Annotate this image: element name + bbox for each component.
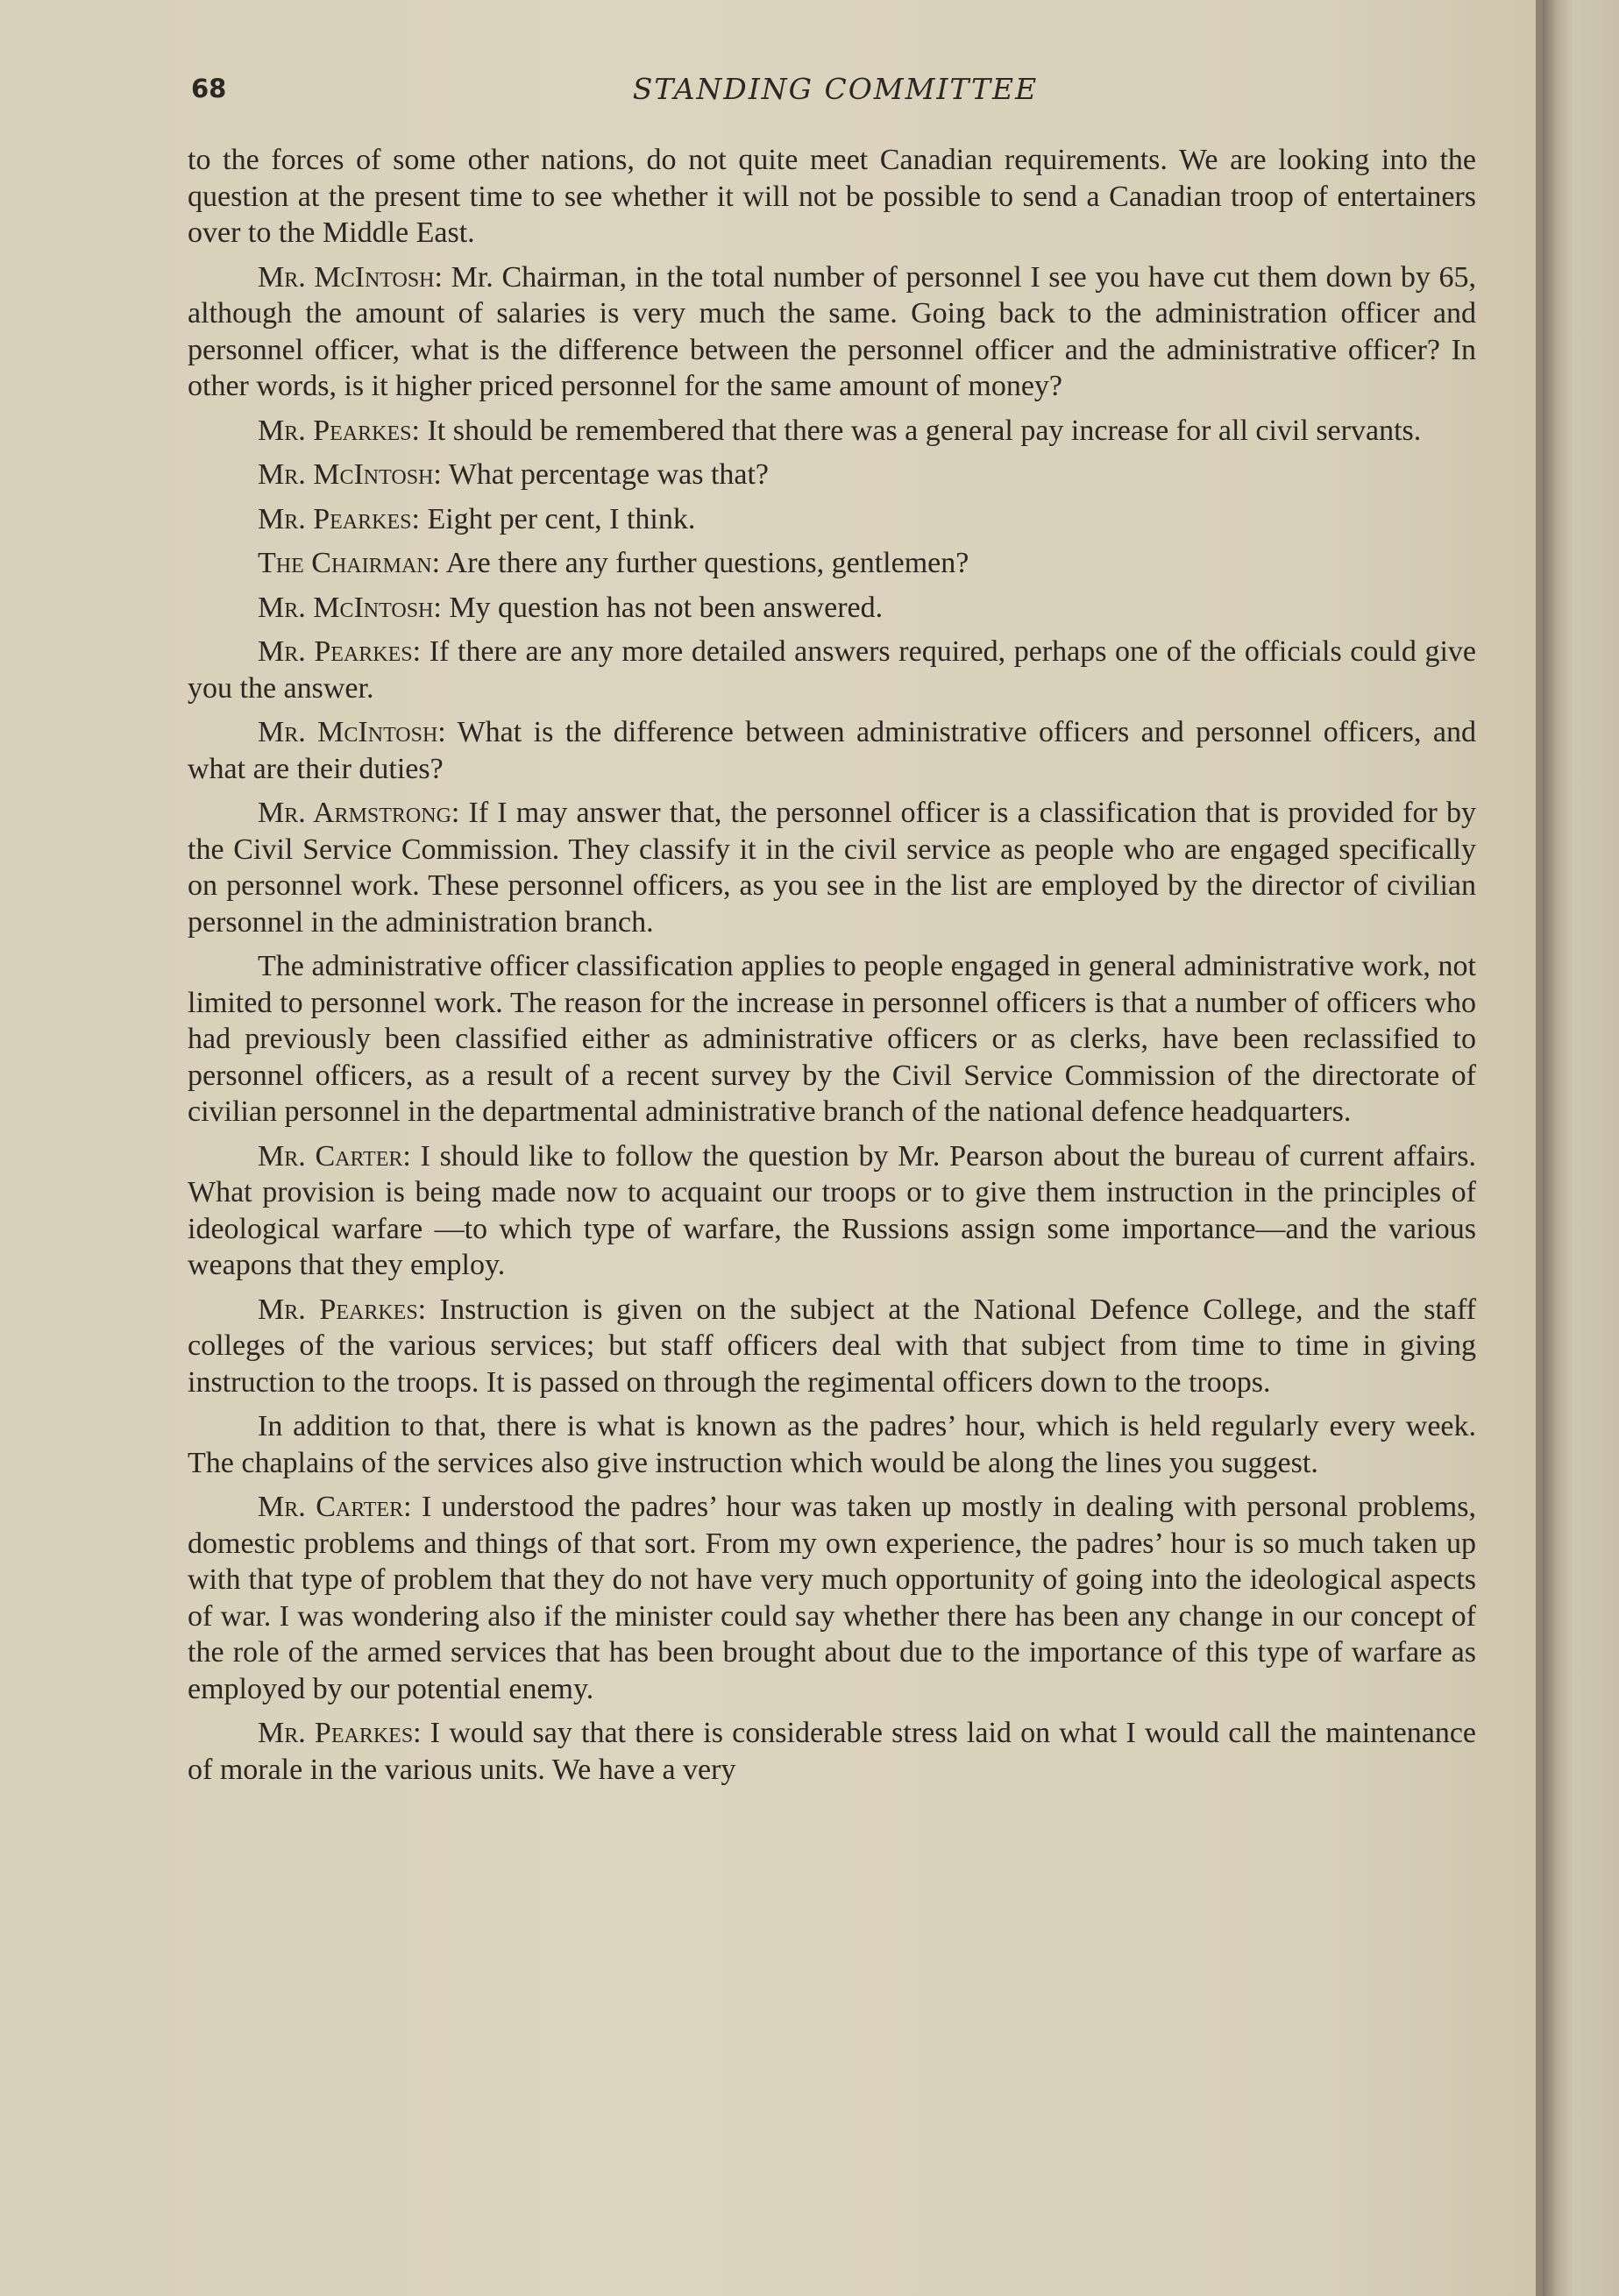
speaker-name: Mr. McIntosh: bbox=[258, 591, 442, 624]
paragraph-text: What is the difference between administrative officers and personnel officers, and what are their duties? bbox=[188, 716, 1476, 785]
paragraph-text: Mr. Chairman, in the total number of personnel I see you have cut them down by 65, although the amount of salaries is very much the same. Going back to the administration officer and personnel officer, what is the difference between the personnel officer and the administrative officer? In other words, is it higher priced personnel for the same amount of money? bbox=[188, 260, 1476, 402]
speaker-name: Mr. Pearkes: bbox=[258, 502, 420, 535]
paragraph bbox=[188, 795, 1476, 940]
running-head: STANDING COMMITTEE bbox=[632, 72, 1039, 106]
paragraph bbox=[188, 1138, 1476, 1284]
paragraph bbox=[188, 457, 1476, 493]
speaker-name: Mr. Pearkes: bbox=[258, 414, 420, 447]
page-number: 68 bbox=[191, 74, 227, 103]
binding-gutter bbox=[1543, 0, 1619, 2296]
page-edge-shadow bbox=[1536, 0, 1543, 2296]
paragraph-text: I would say that there is considerable stress laid on what I would call the maintenance of morale in the various units. We have a very bbox=[188, 1717, 1477, 1786]
paragraph bbox=[188, 413, 1476, 450]
speaker-name: Mr. Carter: bbox=[258, 1491, 412, 1523]
speaker-name: Mr. Armstrong: bbox=[258, 797, 460, 829]
paragraph bbox=[188, 142, 1476, 252]
paragraph bbox=[188, 501, 1476, 538]
paragraph bbox=[188, 1292, 1476, 1401]
paragraph bbox=[188, 1715, 1476, 1788]
paragraph bbox=[188, 948, 1476, 1130]
paragraph-text: It should be remembered that there was a general pay increase for all civil servants. bbox=[419, 414, 1422, 447]
paragraph-text: The administrative officer classification applies to people engaged in general administrative work, not limited to personnel work. The reason for the increase in personnel officers is that a number of officers who had previously been classified either as administrative officers or as clerks, have been reclassified to personnel officers, as a result of a recent survey by the Civil Service Commission of the directorate of civilian personnel in the departmental administrative branch of the national defence headquarters. bbox=[188, 950, 1476, 1128]
page-header bbox=[191, 74, 1480, 117]
paragraph-text: Instruction is given on the subject at the National Defence College, and the staff colleges of the various services; but staff officers deal with that subject from time to time in giving instruction to the troops. It is passed on through the regimental officers down to the troops. bbox=[188, 1293, 1477, 1399]
paragraph-text: I understood the padres’ hour was taken up mostly in dealing with personal problems, domestic problems and things of that sort. From my own experience, the padres’ hour is so much taken up with that type of problem that they do not have very much opportunity of going into the ideological aspects of war. I was wondering also if the minister could say whether there has been any change in our concept of the role of the armed services that has been brought about due to the importance of this type of warfare as employed by our potential enemy. bbox=[188, 1491, 1476, 1705]
paragraph-text: In addition to that, there is what is known as the padres’ hour, which is held regularly every week. The chaplains of the services also give instruction which would be along the lines you suggest. bbox=[188, 1410, 1476, 1479]
paragraph bbox=[188, 259, 1476, 405]
speaker-name: Mr. Pearkes: bbox=[258, 1717, 422, 1749]
paragraph-text: If there are any more detailed answers required, perhaps one of the officials could give you the answer. bbox=[188, 635, 1477, 705]
body-text bbox=[188, 142, 1476, 1796]
speaker-name: Mr. McIntosh: bbox=[258, 260, 443, 294]
paragraph-text: to the forces of some other nations, do not quite meet Canadian requirements. We are looking into the question at the present time to see whether it will not be possible to send a Canadian troop of entertainers over to the Middle East. bbox=[188, 144, 1476, 249]
paragraph bbox=[188, 1489, 1476, 1707]
speaker-name: Mr. McIntosh: bbox=[258, 716, 446, 748]
paragraph-text: If I may answer that, the personnel officer is a classification that is provided for by the Civil Service Commission. They classify it in the civil service as people who are engaged specifically on personnel work. These personnel officers, as you see in the list are employed by the director of civilian personnel in the administration branch. bbox=[188, 797, 1476, 939]
paragraph bbox=[188, 634, 1476, 706]
paragraph bbox=[188, 714, 1476, 787]
paragraph bbox=[188, 1408, 1476, 1481]
speaker-name: Mr. McIntosh: bbox=[258, 458, 442, 491]
paragraph-text: What percentage was that? bbox=[441, 458, 770, 491]
paragraph-text: Eight per cent, I think. bbox=[419, 502, 696, 535]
speaker-name: Mr. Pearkes: bbox=[258, 635, 422, 668]
paragraph bbox=[188, 545, 1476, 582]
speaker-name: Mr. Pearkes: bbox=[258, 1293, 427, 1326]
paragraph-text: I should like to follow the question by Mr. Pearson about the bureau of current affairs. What provision is being made now to acquaint our troops or to give them instruction in the principles of ideological warfare —to which type of warfare, the Russions assign some importance—and the various weapons that they employ. bbox=[188, 1139, 1476, 1281]
paragraph bbox=[188, 590, 1476, 627]
speaker-name: The Chairman: bbox=[258, 547, 441, 579]
paragraph-text: My question has not been answered. bbox=[441, 591, 884, 624]
speaker-name: Mr. Carter: bbox=[258, 1139, 411, 1173]
paragraph-text: Are there any further questions, gentlemen? bbox=[440, 547, 969, 579]
